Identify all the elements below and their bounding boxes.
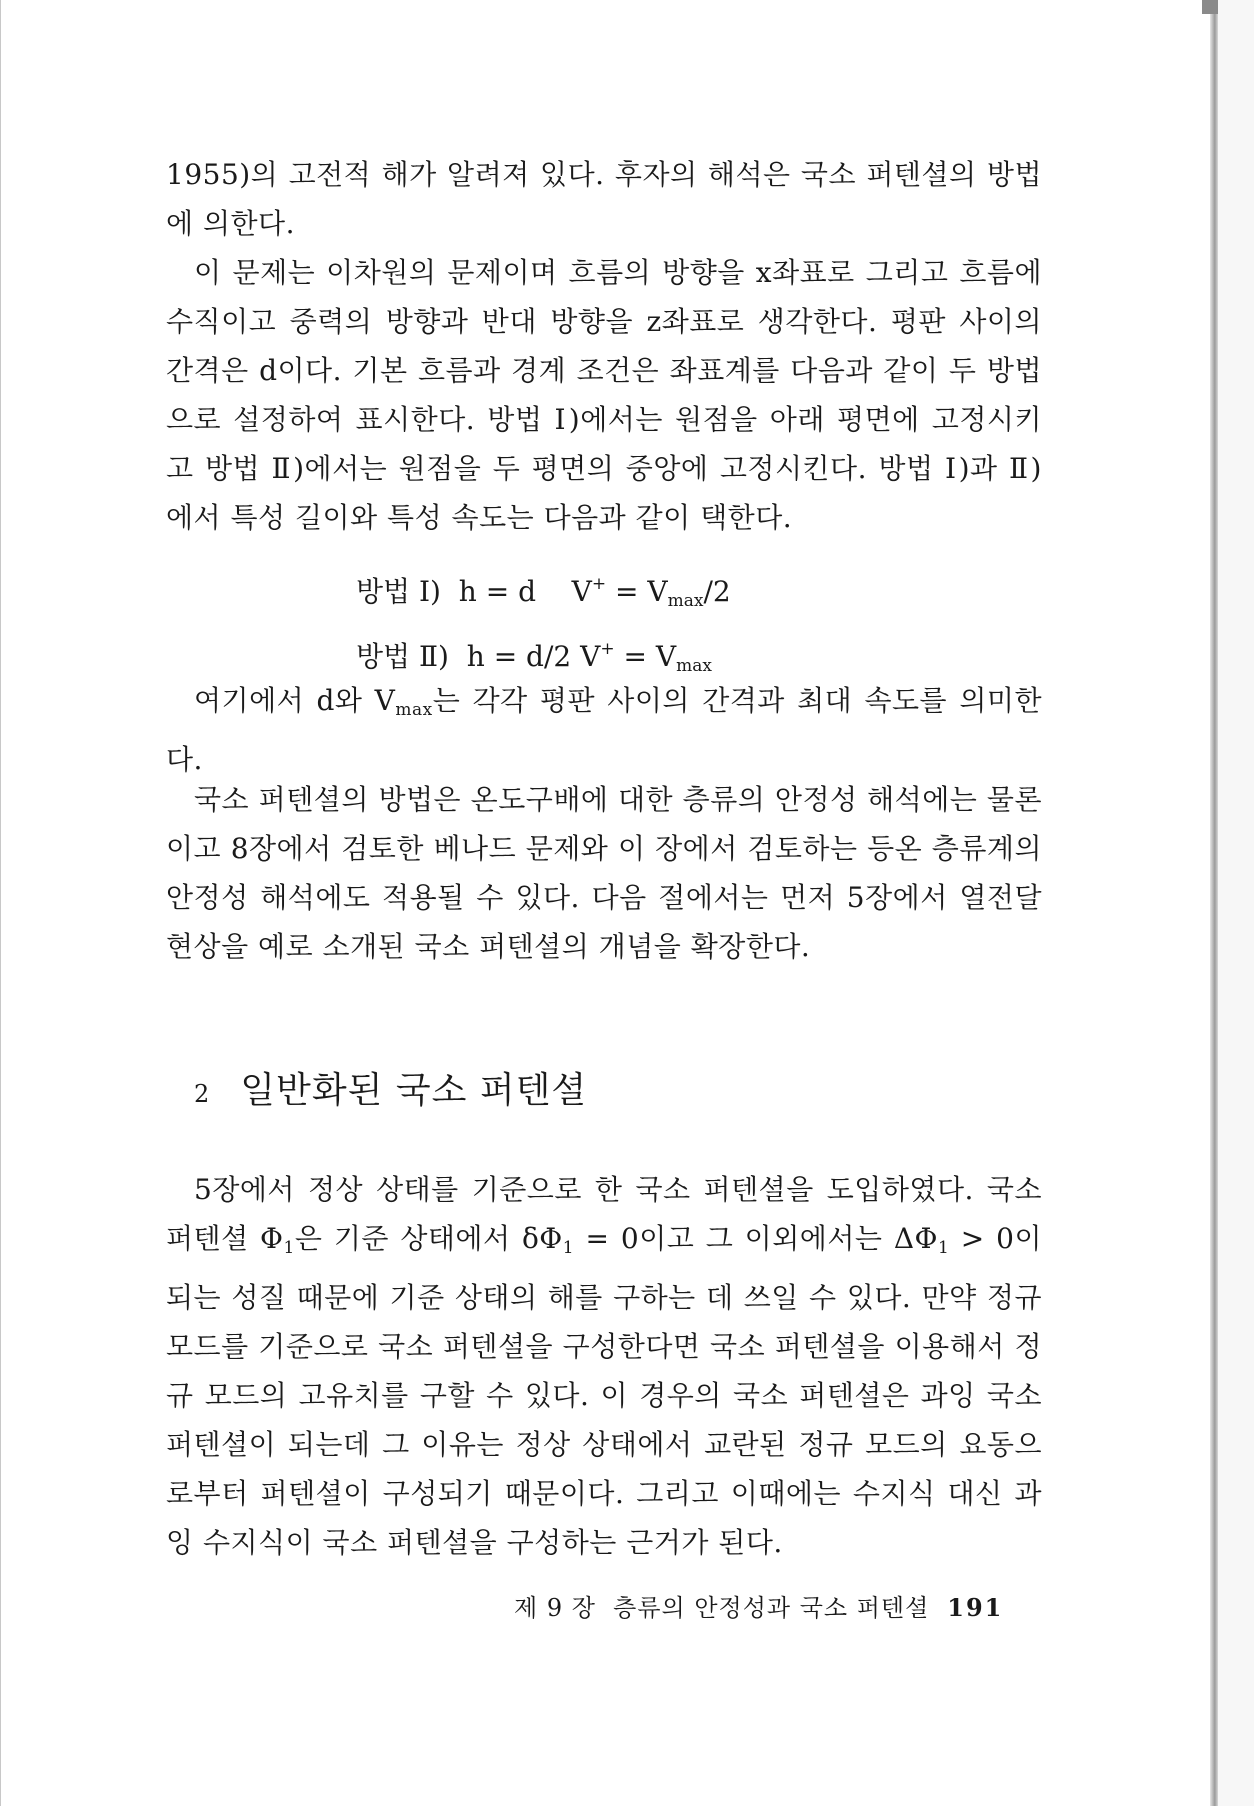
footer-chapter: 제 9 장 bbox=[514, 1594, 596, 1622]
paragraph-2: 이 문제는 이차원의 문제이며 흐름의 방향을 x좌표로 그리고 흐름에 수직이고 중력의 방향과 반대 방향을 z좌표로 생각한다. 평판 사이의 간격은 d이다. 기본 흐름과 경계 조건은 좌표계를 다음과 같이 두 방법으로 설정하여 표시한다. 방법 Ⅰ)에서는 원점을 아래 평면에 고정시키고 방법 Ⅱ)에서는 원점을 두 평면의 중앙에 고정시킨다. 방법 Ⅰ)과 Ⅱ)에서 특성 길이와 특성 속도는 다음과 같이 택한다. bbox=[166, 256, 1042, 534]
page-background-margin bbox=[1218, 0, 1254, 1806]
equation-v: $V^+ = V_{max}$ bbox=[580, 639, 712, 676]
paragraph-1: 1955)의 고전적 해가 알려져 있다. 후자의 해석은 국소 퍼텐셜의 방법에 의한다. bbox=[166, 158, 1042, 240]
equation-label: 방법 Ⅱ) bbox=[356, 640, 449, 673]
page-number: 191 bbox=[947, 1593, 1004, 1622]
paragraph-4: 국소 퍼텐셜의 방법은 온도구배에 대한 층류의 안정성 해석에는 물론이고 8장에서 검토한 베나드 문제와 이 장에서 검토하는 등온 층류계의 안정성 해석에도 적용될 수 있다. 다음 절에서는 먼저 5장에서 열전달 현상을 예로 소개된 국소 퍼텐셜의 개념을 확장한다. bbox=[166, 783, 1042, 963]
equation-method-1 bbox=[356, 560, 731, 625]
equation-label: 방법 Ⅰ) bbox=[356, 575, 441, 608]
footer-chapter-title: 층류의 안정성과 국소 퍼텐셜 bbox=[613, 1594, 930, 1622]
equation-h: h = d/2 bbox=[466, 640, 572, 673]
paragraph-generalized bbox=[166, 1165, 1042, 1567]
equation-v: $V^+ = V_{max}/2$ bbox=[571, 574, 731, 611]
equation-block bbox=[356, 560, 731, 690]
section-title: 일반화된 국소 퍼텐셜 bbox=[240, 1070, 588, 1111]
running-footer bbox=[514, 1588, 1003, 1628]
paragraph-5: 5장에서 정상 상태를 기준으로 한 국소 퍼텐셜을 도입하였다. 국소 퍼텐셜 $\Phi_1$은 기준 상태에서 $\delta\Phi_1 = 0$이고 그 이외에서는 $\Delta\Phi_1 > 0$이 되는 성질 때문에 기준 상태의 해를 구하는 데 쓰일 수 있다. 만약 정규 모드를 기준으로 국소 퍼텐셜을 구성한다면 국소 퍼텐셜을 이용해서 정규 모드의 고유치를 구할 수 있다. 이 경우의 국소 퍼텐셜은 과잉 국소 퍼텐셜이 되는데 그 이유는 정상 상태에서 교란된 정규 모드의 요동으로부터 퍼텐셜이 구성되기 때문이다. 그리고 이때에는 수지식 대신 과잉 수지식이 국소 퍼텐셜을 구성하는 근거가 된다. bbox=[166, 1173, 1043, 1559]
paragraph-3: 여기에서 d와 $V_{max}$는 각각 평판 사이의 간격과 최대 속도를 의미한다. bbox=[166, 684, 1043, 776]
section-heading bbox=[194, 1066, 587, 1119]
paragraph-definitions bbox=[166, 676, 1042, 784]
equation-h: h = d bbox=[458, 575, 537, 608]
page-edge-shadow bbox=[1210, 0, 1218, 1806]
paragraph-local-potential bbox=[166, 775, 1042, 971]
section-number: 2 bbox=[194, 1080, 211, 1108]
paragraph-problem-setup bbox=[166, 248, 1042, 542]
paragraph-continuation bbox=[166, 150, 1042, 248]
page-corner-marker bbox=[1202, 0, 1218, 14]
